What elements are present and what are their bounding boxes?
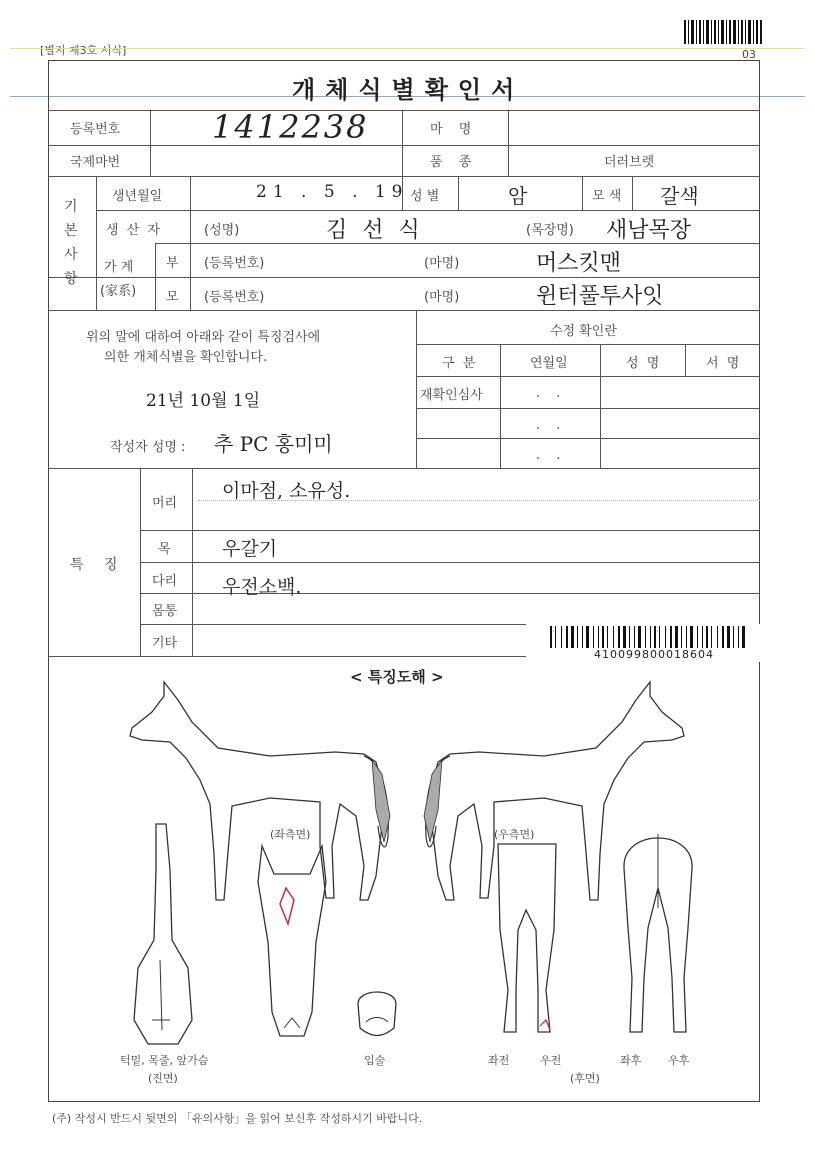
front-caption: 턱밑, 목줄, 앞가슴: [120, 1054, 209, 1067]
amend-col-sign: 서 명: [706, 356, 742, 371]
producer-name-label: (성명): [204, 223, 240, 238]
birth-value: 21 . 5 . 19: [256, 182, 409, 202]
sire-label: 부: [166, 256, 179, 271]
amend-date-dots-3: . .: [536, 448, 567, 463]
color-label: 모 색: [592, 189, 622, 204]
body-label: 몸통: [152, 604, 178, 619]
left-side-label: (좌측면): [270, 828, 311, 841]
features-section-label: 특 징: [70, 557, 126, 573]
footer-note: (주) 작성시 반드시 뒷면의 「유의사항」을 읽어 보신후 작성하시기 바랍니다.: [52, 1112, 423, 1125]
amend-col-date: 연월일: [530, 356, 568, 371]
confirm-text-1: 위의 말에 대하여 아래와 같이 특징검사에: [86, 330, 321, 345]
left-hind-label: 좌후: [620, 1054, 642, 1067]
horse-rear: [614, 808, 702, 1040]
sire-name-value: 머스킷맨: [536, 251, 622, 276]
sire-name-label: (마명): [424, 256, 460, 271]
feature-barcode: [550, 626, 746, 648]
intl-no-label: 국제마번: [70, 155, 121, 170]
basic-section-char-4: 항: [64, 271, 78, 287]
head-label: 머리: [152, 496, 178, 511]
document-title: 개체식별확인서: [292, 76, 525, 104]
left-fore-label: 좌전: [488, 1054, 510, 1067]
producer-label: 생 산 자: [106, 223, 162, 238]
lips-label: 입술: [364, 1054, 386, 1067]
top-barcode: [684, 20, 762, 44]
right-fore-label: 우전: [540, 1054, 562, 1067]
amend-title: 수정 확인란: [550, 324, 617, 339]
breed-label: 품 종: [430, 155, 478, 170]
horse-lips: [352, 984, 402, 1040]
writer-value: 추 PC 홍미미: [214, 432, 333, 456]
right-hind-label: 우후: [668, 1054, 690, 1067]
page-number: 03: [742, 48, 756, 61]
breed-value: 더러브렛: [604, 155, 655, 170]
basic-section-char-3: 사: [64, 247, 78, 263]
form-reference: [별지 제3호 서식]: [40, 44, 127, 57]
birth-label: 생년월일: [112, 189, 163, 204]
writer-label: 작성자 성명 :: [110, 440, 186, 455]
dam-name-label: (마명): [424, 290, 460, 305]
horse-name-label: 마 명: [430, 122, 478, 137]
amend-date-dots-2: . .: [536, 418, 567, 433]
rear-label: (후면): [570, 1072, 600, 1085]
etc-label: 기타: [152, 636, 178, 651]
basic-section-char-1: 기: [64, 199, 78, 215]
farm-label: (목장명): [526, 223, 574, 238]
sex-label: 성 별: [410, 189, 440, 204]
confirm-text-2: 의한 개체식별을 확인합니다.: [104, 350, 268, 365]
basic-section-char-2: 본: [64, 223, 78, 239]
reg-no-label: 등록번호: [70, 122, 121, 137]
dam-reg-label: (등록번호): [204, 290, 265, 305]
dam-name-value: 윈터풀투사잇: [536, 284, 664, 309]
amend-col-category: 구 분: [442, 356, 478, 371]
color-value: 갈색: [660, 184, 699, 208]
pedigree-hanja: (家系): [100, 284, 137, 299]
amend-date-dots-1: . .: [536, 386, 567, 401]
amend-col-name: 성 명: [626, 356, 662, 371]
legs-label: 다리: [152, 574, 178, 589]
confirm-date: 21년 10월 1일: [146, 391, 261, 411]
neck-label: 목: [158, 542, 171, 557]
neck-value: 우갈기: [222, 538, 278, 560]
producer-name-value: 김 선 식: [326, 218, 424, 243]
scan-line-top: [10, 48, 805, 49]
feature-barcode-number: 410099800018604: [594, 648, 714, 661]
head-value: 이마점, 소유성.: [222, 480, 351, 502]
horse-front-legs: [484, 840, 570, 1040]
sex-value: 암: [508, 184, 528, 208]
dam-label: 모: [166, 290, 179, 305]
reg-no-value: 1412238: [212, 108, 369, 146]
legs-value: 우전소백.: [222, 576, 302, 598]
diagram-title: < 특징도해 >: [350, 668, 444, 686]
farm-value: 새남목장: [606, 218, 692, 243]
horse-front-neck: [126, 820, 200, 1046]
right-side-label: (우측면): [494, 828, 535, 841]
amend-row1-label: 재확인심사: [420, 388, 483, 403]
sire-reg-label: (등록번호): [204, 256, 265, 271]
horse-head-front: [252, 842, 332, 1038]
front-label: (진면): [148, 1072, 178, 1085]
pedigree-label: 가 계: [104, 260, 134, 275]
